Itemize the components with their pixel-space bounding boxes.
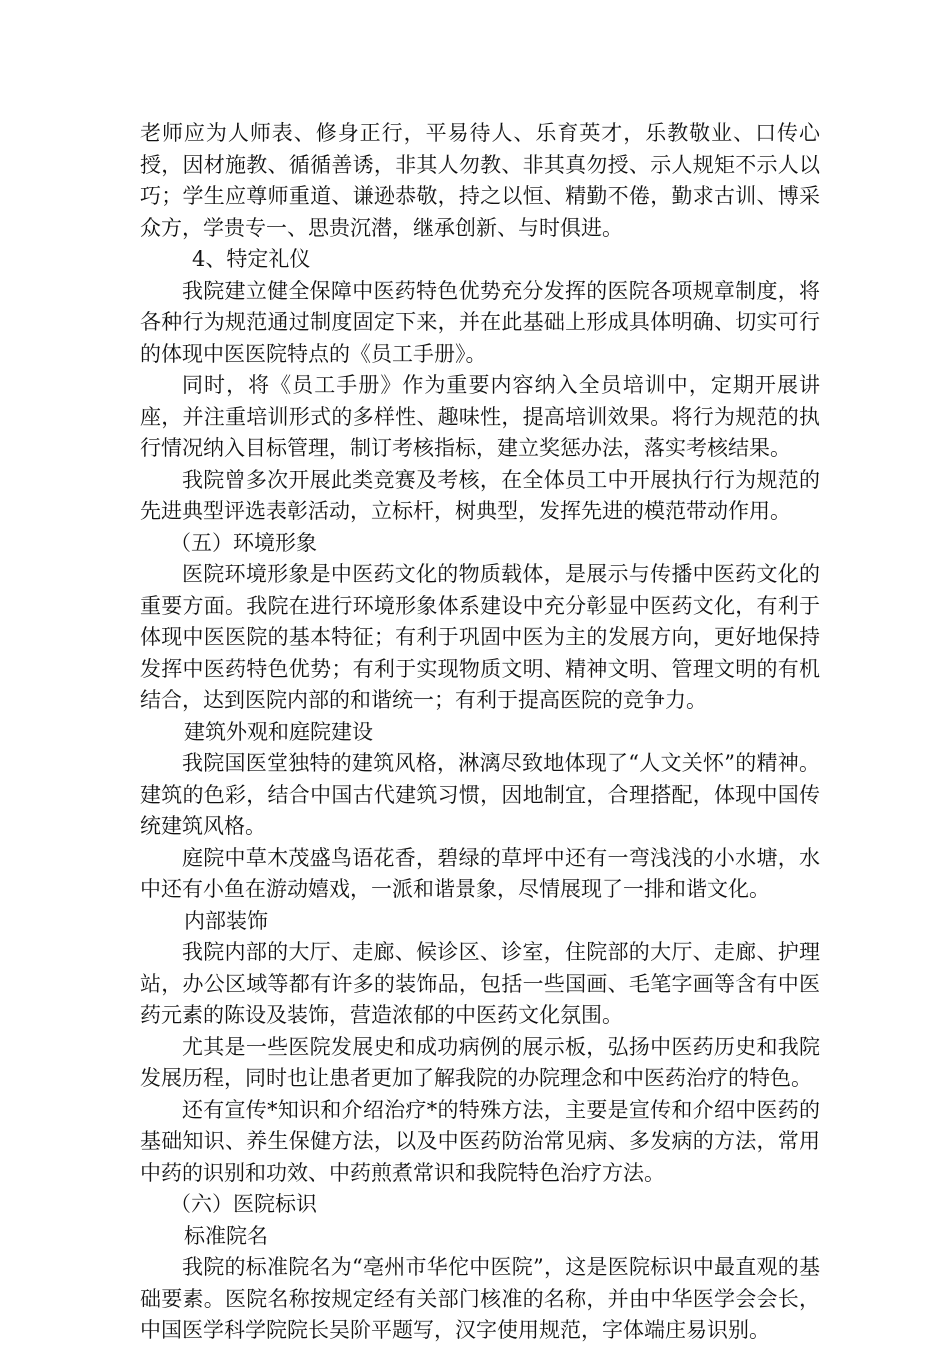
document-body — [140, 118, 820, 1347]
subheading-standard-name: 标准院名 — [184, 1223, 268, 1248]
paragraph: 庭院中草木茂盛鸟语花香，碧绿的草坪中还有一弯浅浅的小水塘，水中还有小鱼在游动嬉戏，一派和谐景象，尽情展现了一排和谐文化。 — [140, 845, 820, 901]
paragraph: 我院的标准院名为“亳州市华佗中医院”，这是医院标识中最直观的基础要素。医院名称按规定经有关部门核准的名称，并由中华医学会会长，中国医学科学院院长吴阶平题写，汉字使用规范，字体端庄易识别。 — [140, 1255, 820, 1342]
paragraph: 还有宣传*知识和介绍治疗*的特殊方法，主要是宣传和介绍中医药的基础知识、养生保健方法，以及中医药防治常见病、多发病的方法，常用中药的识别和功效、中药煎煮常识和我院特色治疗方法。 — [140, 1097, 820, 1185]
paragraph: 我院国医堂独特的建筑风格，淋漓尽致地体现了“人文关怀”的精神。建筑的色彩，结合中国古代建筑习惯，因地制宜，合理搭配，体现中国传统建筑风格。 — [140, 751, 820, 838]
paragraph-continued: 老师应为人师表、修身正行，平易待人、乐育英才，乐教敬业、口传心授，因材施教、循循善诱，非其人勿教、非其真勿授、示人规矩不示人以巧；学生应尊师重道、谦逊恭敬，持之以恒、精勤不倦，勤求古训、博采众方，学贵专一、思贵沉潜，继承创新、与时俱进。 — [140, 121, 820, 240]
paragraph: 尤其是一些医院发展史和成功病例的展示板，弘扬中医药历史和我院发展历程，同时也让患者更加了解我院的办院理念和中医药治疗的特色。 — [140, 1034, 820, 1090]
paragraph: 我院建立健全保障中医药特色优势充分发挥的医院各项规章制度，将各种行为规范通过制度固定下来，并在此基础上形成具体明确、切实可行的体现中医医院特点的《员工手册》。 — [140, 278, 820, 366]
paragraph: 医院环境形象是中医药文化的物质载体，是展示与传播中医药文化的重要方面。我院在进行环境形象体系建设中充分彰显中医药文化，有利于体现中医医院的基本特征；有利于巩固中医为主的发展方向，更好地保持发挥中医药特色优势；有利于实现物质文明、精神文明、管理文明的有机结合，达到医院内部的和谐统一；有利于提高医院的竞争力。 — [140, 562, 820, 712]
subheading-architecture: 建筑外观和庭院建设 — [184, 719, 373, 744]
paragraph: 我院曾多次开展此类竞赛及考核，在全体员工中开展执行行为规范的先进典型评选表彰活动，立标杆，树典型，发挥先进的模范带动作用。 — [140, 467, 820, 523]
paragraph: 我院内部的大厅、走廊、候诊区、诊室，住院部的大厅、走廊、护理站，办公区域等都有许多的装饰品，包括一些国画、毛笔字画等含有中医药元素的陈设及装饰，营造浓郁的中医药文化氛围。 — [140, 940, 820, 1027]
paragraph: 同时，将《员工手册》作为重要内容纳入全员培训中，定期开展讲座，并注重培训形式的多样性、趣味性，提高培训效果。将行为规范的执行情况纳入目标管理，制订考核指标，建立奖惩办法，落实考核结果。 — [140, 373, 820, 460]
subheading-interior-decoration: 内部装饰 — [184, 908, 268, 933]
section-heading-special-etiquette: 4、特定礼仪 — [192, 247, 311, 271]
section-heading-environment-image: （五）环境形象 — [170, 530, 317, 555]
section-heading-hospital-identity: （六）医院标识 — [170, 1192, 317, 1216]
